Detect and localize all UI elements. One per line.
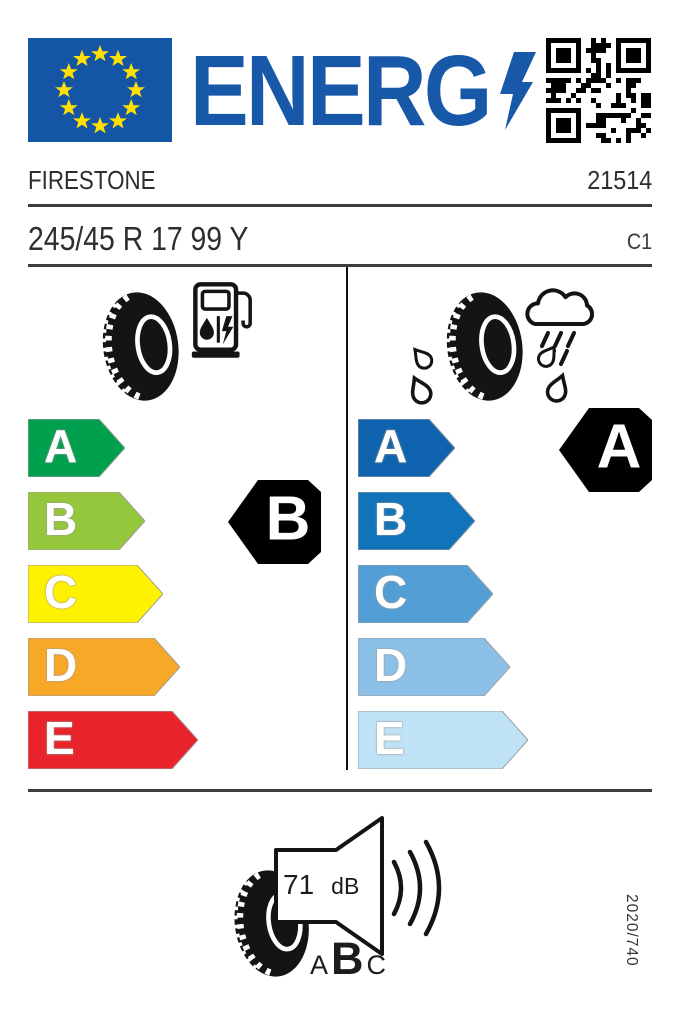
class-letter: E [44, 712, 75, 765]
column-divider [346, 267, 348, 770]
class-arrow-a [358, 419, 455, 477]
supplier-row [28, 164, 652, 196]
water-splash-icon [408, 342, 578, 408]
class-arrow-c [28, 565, 163, 623]
tyre-designation-row [28, 214, 652, 258]
supplier-name: FIRESTONE [28, 165, 156, 195]
wet-grip-rating-indicator [559, 406, 653, 494]
wet-grip-rating-letter: A [596, 412, 642, 482]
fuel-rating-letter: B [265, 484, 311, 554]
class-letter: D [374, 639, 408, 692]
class-letter: A [44, 420, 78, 473]
article-number: 21514 [586, 165, 652, 195]
class-letter: E [374, 712, 405, 765]
lightning-bolt-icon [500, 52, 536, 130]
noise-class-b: B [331, 933, 364, 984]
noise-value: 71 [283, 869, 315, 900]
class-letter: B [44, 493, 78, 546]
class-arrow-c [358, 565, 493, 623]
fuel-pump-icon [190, 279, 252, 363]
class-arrow-b [28, 492, 145, 550]
energ-logo-text: ENERG [190, 34, 490, 147]
regulation-number: 2020/740 [623, 894, 640, 967]
class-arrow-a [28, 419, 125, 477]
noise-class-c: C [366, 950, 387, 980]
class-arrow-d [358, 638, 510, 696]
tyre-size-designation: 245/45 R 17 99 Y [28, 220, 249, 257]
divider-line-2 [28, 264, 652, 267]
class-arrow-b [358, 492, 475, 550]
divider-line-1 [28, 204, 652, 207]
class-letter: C [44, 566, 78, 619]
class-letter: C [374, 566, 408, 619]
tyre-icon [90, 286, 184, 408]
noise-class-a: A [310, 950, 329, 980]
qr-code [546, 38, 652, 144]
class-arrow-e [28, 711, 198, 769]
tyre-class: C1 [626, 229, 652, 254]
noise-unit: dB [331, 873, 360, 899]
fuel-rating-indicator [228, 478, 322, 566]
noise-class-letters [310, 933, 387, 984]
fuel-efficiency-scale [28, 419, 238, 829]
class-arrow-e [358, 711, 528, 769]
eu-flag-icon [28, 38, 172, 142]
class-arrow-d [28, 638, 180, 696]
divider-line-3 [28, 789, 652, 792]
class-letter: A [374, 420, 408, 473]
class-letter: D [44, 639, 78, 692]
noise-value-group [283, 869, 403, 901]
class-letter: B [374, 493, 408, 546]
wet-grip-scale [358, 419, 568, 829]
